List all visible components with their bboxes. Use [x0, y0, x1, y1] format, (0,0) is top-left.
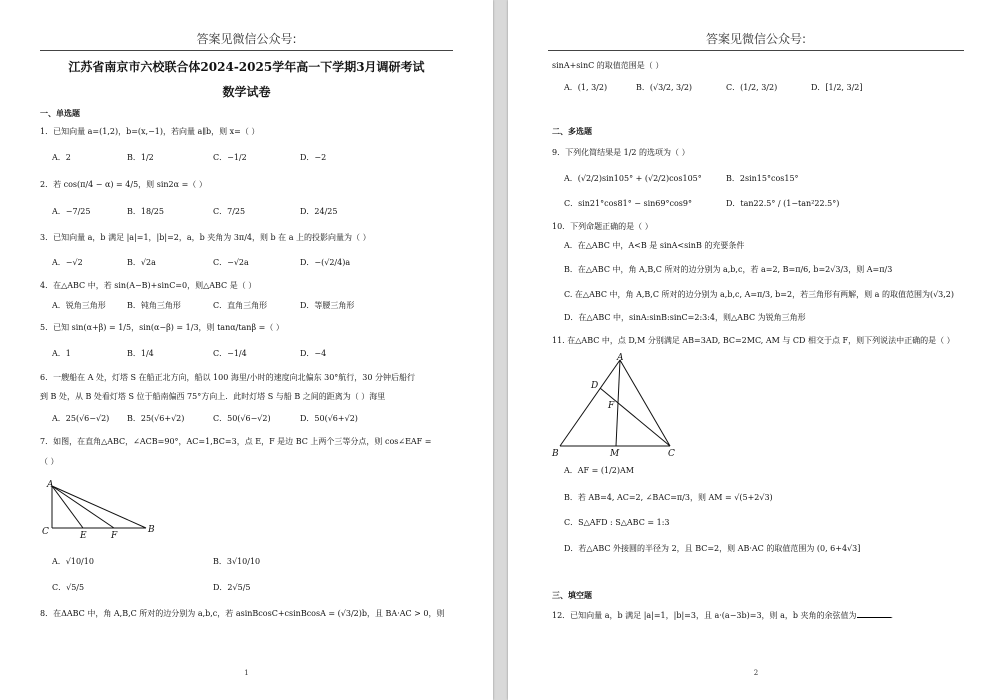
question-8: 8．在ΔABC 中，角 A,B,C 所对的边分别为 a,b,c，若 asinBcosC+csinBcosA = (√3/2)b，且 BA·AC > 0，则 — [40, 609, 445, 618]
q11-label-d: D — [591, 381, 599, 391]
q6-option-d: D．50(√6+√2) — [300, 414, 358, 423]
q7-label-b: B — [148, 525, 155, 535]
q10-option-d: D．在△ABC 中，sinA:sinB:sinC=2:3:4，则△ABC 为锐角三角形 — [564, 313, 806, 322]
q3-option-d: D．−(√2/4)a — [300, 258, 351, 267]
question-2: 2．若 cos(π/4 − α) = 4/5，则 sin2α =（ ） — [40, 180, 207, 189]
q2-option-c: C．7/25 — [213, 207, 246, 216]
q7-label-e: E — [80, 531, 87, 541]
q11-label-b: B — [552, 449, 559, 459]
question-7-line-2: （ ） — [40, 457, 59, 466]
q9-option-d: D．tan22.5° / (1−tan²22.5°) — [726, 199, 840, 208]
page-number: 1 — [244, 669, 249, 677]
question-1: 1．已知向量 a=(1,2)，b=(x,−1)，若向量 a∥b，则 x=（ ） — [40, 127, 260, 136]
q5-option-d: D．−4 — [300, 349, 327, 358]
q11-label-a: A — [617, 353, 624, 363]
q9-option-b: B．2sin15°cos15° — [726, 174, 799, 183]
q2-option-b: B．18/25 — [127, 207, 164, 216]
q8-option-b: B．(√3/2, 3/2) — [636, 83, 693, 92]
question-6-line-1: 6．一艘船在 A 处，灯塔 S 在船正北方向，船以 100 海里/小时的速度向北偏东 30°航行，30 分钟后船行 — [40, 373, 416, 382]
q3-option-a: A．−√2 — [52, 258, 83, 267]
section-heading-multiple-choice: 二、多选题 — [552, 126, 592, 136]
page-header: 答案见微信公众号: — [548, 30, 964, 51]
q12-text: 12．已知向量 a，b 满足 |a|=1，|b|=3，且 a·(a−3b)=3，则 a，b 夹角的余弦值为 — [552, 611, 857, 620]
question-6-line-2: 到 B 处，从 B 处看灯塔 S 位于船南偏西 75°方向上．此时灯塔 S 与船 B 之间的距离为（ ）海里 — [40, 392, 386, 401]
q8-option-a: A．(1, 3/2) — [564, 83, 608, 92]
section-heading-fill-in: 三、填空题 — [552, 590, 592, 600]
q4-option-a: A．锐角三角形 — [52, 301, 106, 310]
q3-option-b: B．√2a — [127, 258, 156, 267]
q8-option-c: C．(1/2, 3/2) — [726, 83, 778, 92]
q7-option-a: A．√10/10 — [52, 557, 94, 566]
question-12 — [552, 609, 899, 621]
q2-option-a: A．−7/25 — [52, 207, 91, 216]
q4-option-b: B．钝角三角形 — [127, 301, 181, 310]
document-page-1 — [0, 0, 493, 700]
question-9: 9．下列化简结果是 1/2 的选项为（ ） — [552, 148, 690, 157]
q6-option-a: A．25(√6−√2) — [52, 414, 110, 423]
q7-label-f: F — [111, 531, 118, 541]
q4-option-d: D．等腰三角形 — [300, 301, 355, 310]
q1-option-b: B．1/2 — [127, 153, 154, 162]
question-3: 3．已知向量 a，b 满足 |a|=1，|b|=2，a，b 夹角为 3π/4，则 b 在 a 上的投影向量为（ ） — [40, 233, 371, 242]
q11-option-b: B．若 AB=4, AC=2, ∠BAC=π/3，则 AM = √(5+2√3) — [564, 493, 773, 502]
q4-option-c: C．直角三角形 — [213, 301, 268, 310]
q3-option-c: C．−√2a — [213, 258, 249, 267]
q11-label-f: F — [608, 401, 615, 411]
q11-label-m: M — [610, 449, 620, 459]
question-7-line-1: 7．如图，在直角△ABC，∠ACB=90°，AC=1,BC=3，点 E，F 是边 BC 上两个三等分点，则 cos∠EAF = — [40, 437, 432, 446]
q11-label-c: C — [668, 449, 675, 459]
exam-title: 江苏省南京市六校联合体2024-2025学年高一下学期3月调研考试 — [68, 60, 425, 74]
q1-option-d: D．−2 — [300, 153, 327, 162]
q9-option-c: C．sin21°cos81° − sin69°cos9° — [564, 199, 692, 208]
q7-option-c: C．√5/5 — [52, 583, 85, 592]
q2-option-d: D．24/25 — [300, 207, 338, 216]
document-page-2 — [508, 0, 1004, 700]
q6-option-b: B．25(√6+√2) — [127, 414, 185, 423]
q11-triangle-figure — [550, 352, 680, 460]
q11-option-c: C．S△AFD : S△ABC = 1:3 — [564, 518, 670, 527]
q1-option-a: A．2 — [52, 153, 71, 162]
question-11: 11. 在△ABC 中，点 D,M 分别满足 AB=3AD, BC=2MC, AM 与 CD 相交于点 F，则下列说法中正确的是（ ） — [552, 336, 955, 345]
exam-subtitle: 数学试卷 — [222, 85, 271, 99]
q7-label-a: A — [47, 480, 54, 490]
answer-blank — [857, 609, 891, 618]
q6-option-c: C．50(√6−√2) — [213, 414, 271, 423]
q7-option-b: B．3√10/10 — [213, 557, 261, 566]
q8-option-d: D．[1/2, 3/2] — [811, 83, 863, 92]
q12-end: ． — [890, 611, 899, 620]
q11-option-d: D．若△ABC 外接圆的半径为 2，且 BC=2，则 AB·AC 的取值范围为 (0, 6+4√3] — [564, 544, 861, 553]
q5-option-c: C．−1/4 — [213, 349, 247, 358]
section-heading-single-choice: 一、单选题 — [40, 108, 80, 118]
page-header: 答案见微信公众号: — [40, 30, 453, 51]
page-number: 2 — [753, 669, 759, 677]
q5-option-a: A．1 — [52, 349, 71, 358]
q7-label-c: C — [42, 527, 49, 537]
q5-option-b: B．1/4 — [127, 349, 154, 358]
question-5: 5．已知 sin(α+β) = 1/5，sin(α−β) = 1/3，则 tanα/tanβ =（ ） — [40, 323, 284, 332]
q7-option-d: D．2√5/5 — [213, 583, 251, 592]
question-4: 4．在△ABC 中，若 sin(A−B)+sinC=0，则△ABC 是（ ） — [40, 281, 257, 290]
q10-option-a: A．在△ABC 中，A<B 是 sinA<sinB 的充要条件 — [564, 241, 745, 250]
q7-triangle-figure — [38, 476, 168, 542]
q10-option-c: C. 在△ABC 中，角 A,B,C 所对的边分别为 a,b,c, A=π/3, b=2，若三角形有两解，则 a 的取值范围为(√3,2) — [564, 290, 955, 299]
q1-option-c: C．−1/2 — [213, 153, 247, 162]
q10-option-b: B．在△ABC 中，角 A,B,C 所对的边分别为 a,b,c，若 a=2, B=π/6, b=2√3/3，则 A=π/3 — [564, 265, 893, 274]
question-8-continued: sinA+sinC 的取值范围是（ ） — [552, 61, 664, 70]
q9-option-a: A．(√2/2)sin105° + (√2/2)cos105° — [564, 174, 702, 183]
question-10: 10．下列命题正确的是（ ） — [552, 222, 653, 231]
q11-option-a: A．AF = (1/2)AM — [564, 466, 634, 475]
